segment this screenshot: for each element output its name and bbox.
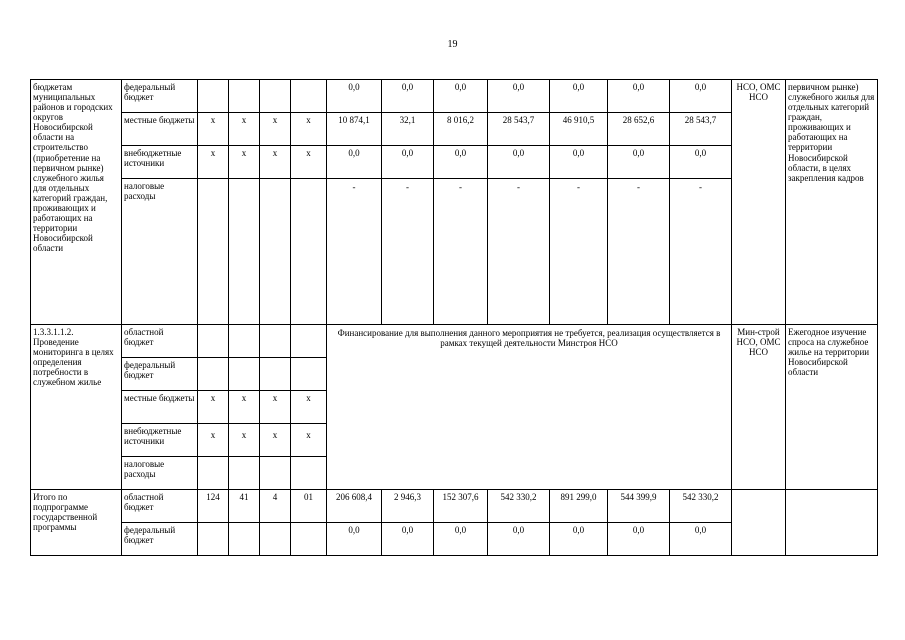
source-cell: федеральный бюджет (122, 523, 198, 556)
value-cell: 891 299,0 (550, 490, 608, 523)
code-cell (229, 523, 260, 556)
value-cell: 28 652,6 (608, 113, 670, 146)
code-cell: x (291, 113, 327, 146)
value-cell: 0,0 (608, 523, 670, 556)
value-cell: 0,0 (327, 523, 382, 556)
value-cell: 0,0 (327, 146, 382, 179)
value-cell: 0,0 (434, 523, 488, 556)
code-cell: x (291, 391, 327, 424)
value-cell: 46 910,5 (550, 113, 608, 146)
result-cell (786, 490, 878, 556)
executor-cell (732, 490, 786, 556)
code-cell (198, 179, 229, 325)
source-cell: федеральный бюджет (122, 358, 198, 391)
value-cell: - (608, 179, 670, 325)
source-cell: местные бюджеты (122, 391, 198, 424)
value-cell: 0,0 (608, 80, 670, 113)
value-cell: - (670, 179, 732, 325)
code-cell: 124 (198, 490, 229, 523)
code-cell (291, 80, 327, 113)
code-cell: 41 (229, 490, 260, 523)
value-cell: 0,0 (670, 80, 732, 113)
value-cell: - (382, 179, 434, 325)
result-cell: первичном рынке) служебного жилья для отдельных категорий граждан, проживающих и работающих на территории Новосибирской области, в целях закрепления кадров (786, 80, 878, 325)
code-cell (260, 325, 291, 358)
code-cell (260, 358, 291, 391)
value-cell: 0,0 (488, 80, 550, 113)
value-cell: 0,0 (488, 523, 550, 556)
page-number: 19 (447, 39, 458, 50)
value-cell: 0,0 (670, 146, 732, 179)
code-cell (229, 358, 260, 391)
code-cell (260, 80, 291, 113)
code-cell (291, 325, 327, 358)
source-cell: внебюджетные источники (122, 424, 198, 457)
table-row (31, 325, 878, 358)
code-cell (260, 457, 291, 490)
source-cell: областной бюджет (122, 490, 198, 523)
source-cell: федеральный бюджет (122, 80, 198, 113)
code-cell (198, 457, 229, 490)
code-cell: 01 (291, 490, 327, 523)
source-cell: областной бюджет (122, 325, 198, 358)
code-cell (198, 358, 229, 391)
source-cell: налоговые расходы (122, 179, 198, 325)
value-cell: 206 608,4 (327, 490, 382, 523)
code-cell: x (260, 424, 291, 457)
value-cell: 0,0 (434, 80, 488, 113)
value-cell: 10 874,1 (327, 113, 382, 146)
value-cell: 0,0 (488, 146, 550, 179)
code-cell (229, 457, 260, 490)
value-cell: 542 330,2 (488, 490, 550, 523)
code-cell (198, 325, 229, 358)
value-cell: - (488, 179, 550, 325)
value-cell: 0,0 (434, 146, 488, 179)
financing-note: Финансирование для выполнения данного мероприятия не требуется, реализация осуществляется в рамках текущей деятельности Минстроя НСО (327, 325, 732, 490)
code-cell (229, 80, 260, 113)
code-cell (229, 325, 260, 358)
code-cell: x (198, 424, 229, 457)
code-cell: x (260, 391, 291, 424)
result-cell: Ежегодное изучение спроса на служебное жилье на территории Новосибирской области (786, 325, 878, 490)
code-cell (229, 179, 260, 325)
table-row (31, 490, 878, 523)
code-cell: x (198, 391, 229, 424)
value-cell: 32,1 (382, 113, 434, 146)
measure-name-cell: 1.3.3.1.1.2. Проведение мониторинга в целях определения потребности в служебном жилье (31, 325, 122, 490)
measure-name-cell: бюджетам муниципальных районов и городских округов Новосибирской области на строительство (приобретение на первичном рынке) служебного жилья для отдельных категорий граждан, проживающих и работающих на территории Новосибирской области (31, 80, 122, 325)
code-cell: x (198, 146, 229, 179)
source-cell: местные бюджеты (122, 113, 198, 146)
source-cell: внебюджетные источники (122, 146, 198, 179)
value-cell: 542 330,2 (670, 490, 732, 523)
code-cell (291, 523, 327, 556)
code-cell: x (291, 424, 327, 457)
value-cell: - (550, 179, 608, 325)
table-row (31, 80, 878, 113)
value-cell: - (327, 179, 382, 325)
code-cell: x (291, 146, 327, 179)
code-cell: x (229, 113, 260, 146)
code-cell: 4 (260, 490, 291, 523)
value-cell: 0,0 (670, 523, 732, 556)
value-cell: 0,0 (382, 146, 434, 179)
value-cell: 0,0 (327, 80, 382, 113)
code-cell (260, 179, 291, 325)
code-cell (291, 457, 327, 490)
value-cell: 0,0 (382, 523, 434, 556)
code-cell: x (198, 113, 229, 146)
measure-name-cell: Итого по подпрограмме государственной программы (31, 490, 122, 556)
value-cell: 0,0 (550, 80, 608, 113)
code-cell (198, 523, 229, 556)
value-cell: 0,0 (550, 523, 608, 556)
code-cell (198, 80, 229, 113)
code-cell: x (260, 146, 291, 179)
code-cell (291, 179, 327, 325)
source-cell: налоговые расходы (122, 457, 198, 490)
value-cell: 544 399,9 (608, 490, 670, 523)
code-cell (260, 523, 291, 556)
value-cell: 2 946,3 (382, 490, 434, 523)
value-cell: 28 543,7 (488, 113, 550, 146)
executor-cell: Мин-строй НСО, ОМС НСО (732, 325, 786, 490)
code-cell: x (229, 391, 260, 424)
value-cell: - (434, 179, 488, 325)
program-table (30, 79, 878, 556)
code-cell: x (260, 113, 291, 146)
value-cell: 0,0 (382, 80, 434, 113)
code-cell (291, 358, 327, 391)
executor-cell: НСО, ОМС НСО (732, 80, 786, 325)
value-cell: 0,0 (608, 146, 670, 179)
value-cell: 8 016,2 (434, 113, 488, 146)
value-cell: 152 307,6 (434, 490, 488, 523)
code-cell: x (229, 146, 260, 179)
value-cell: 0,0 (550, 146, 608, 179)
code-cell: x (229, 424, 260, 457)
value-cell: 28 543,7 (670, 113, 732, 146)
